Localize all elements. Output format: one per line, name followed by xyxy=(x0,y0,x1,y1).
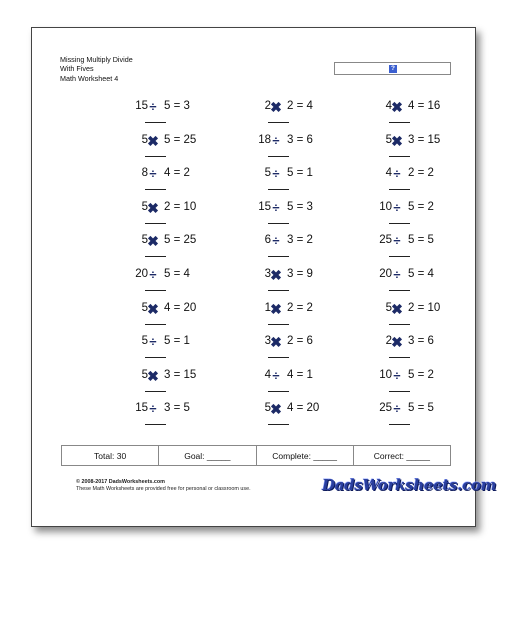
first-number: 4 xyxy=(264,368,271,381)
problem-item xyxy=(348,201,448,235)
multiply-icon: ✖ xyxy=(270,401,282,418)
problem-item xyxy=(348,100,448,134)
answer-blank[interactable] xyxy=(145,324,166,325)
problem-item xyxy=(104,167,204,201)
equation-rest: 4 = 1 xyxy=(287,368,313,381)
answer-blank[interactable] xyxy=(268,290,289,291)
problem-item xyxy=(104,402,204,436)
multiply-icon: ✖ xyxy=(270,300,282,317)
multiply-icon: ✖ xyxy=(391,334,403,351)
problem-item xyxy=(227,134,327,168)
problem-item xyxy=(104,134,204,168)
problem-item xyxy=(348,369,448,403)
first-number: 5 xyxy=(141,335,148,348)
divide-icon: ÷ xyxy=(149,267,157,282)
problem-item xyxy=(348,167,448,201)
equation-rest: 3 = 6 xyxy=(287,133,313,146)
answer-blank[interactable] xyxy=(389,424,410,425)
divide-icon: ÷ xyxy=(272,166,280,182)
first-number: 15 xyxy=(258,200,271,213)
multiply-icon: ✖ xyxy=(147,199,159,216)
first-number: 5 xyxy=(141,133,148,146)
equation-rest: 5 = 4 xyxy=(408,268,434,280)
equation-rest: 4 = 20 xyxy=(164,301,197,314)
multiply-icon: ✖ xyxy=(270,267,282,283)
answer-blank[interactable] xyxy=(145,290,166,291)
equation-rest: 2 = 10 xyxy=(164,200,197,213)
first-number: 20 xyxy=(379,268,392,280)
title-line-2: With Fives xyxy=(60,64,94,74)
problem-item xyxy=(227,369,327,403)
multiply-icon: ✖ xyxy=(147,233,159,250)
answer-blank[interactable] xyxy=(145,391,166,392)
equation-rest: 3 = 6 xyxy=(408,335,434,348)
first-number: 5 xyxy=(385,133,392,146)
problem-item xyxy=(348,335,448,369)
total-cell: Total: 30 xyxy=(62,446,159,465)
divide-icon: ÷ xyxy=(149,166,157,182)
dadsworksheets-logo: DadsWorksheets.com xyxy=(322,476,497,494)
equation-rest: 5 = 1 xyxy=(164,335,190,348)
divide-icon: ÷ xyxy=(393,199,401,215)
problem-item xyxy=(227,302,327,336)
worksheet-page xyxy=(31,27,497,527)
score-footer xyxy=(61,445,451,466)
first-number: 5 xyxy=(141,234,148,247)
equation-rest: 4 = 2 xyxy=(164,167,190,180)
equation-rest: 5 = 25 xyxy=(164,234,197,247)
divide-icon: ÷ xyxy=(393,367,401,383)
multiply-icon: ✖ xyxy=(147,300,159,317)
first-number: 15 xyxy=(135,402,148,415)
first-number: 10 xyxy=(379,200,392,213)
answer-blank[interactable] xyxy=(268,189,289,190)
problem-item xyxy=(227,402,327,436)
problem-item xyxy=(104,100,204,134)
first-number: 25 xyxy=(379,234,392,247)
first-number: 4 xyxy=(385,167,392,180)
name-box[interactable] xyxy=(334,62,451,75)
equation-rest: 5 = 5 xyxy=(408,402,434,415)
problem-item xyxy=(227,268,327,302)
first-number: 5 xyxy=(385,301,392,314)
problem-item xyxy=(227,100,327,134)
problem-item xyxy=(348,268,448,302)
divide-icon: ÷ xyxy=(393,401,401,417)
answer-blank[interactable] xyxy=(268,424,289,425)
answer-blank[interactable] xyxy=(389,290,410,291)
answer-blank[interactable] xyxy=(268,223,289,224)
equation-rest: 3 = 15 xyxy=(164,368,197,381)
title-line-3: Math Worksheet 4 xyxy=(60,73,119,83)
first-number: 5 xyxy=(141,301,148,314)
answer-blank[interactable] xyxy=(389,357,410,358)
multiply-icon: ✖ xyxy=(147,367,159,384)
equation-rest: 2 = 2 xyxy=(287,301,313,314)
title-line-1: Missing Multiply Divide xyxy=(60,55,133,64)
worksheet-title xyxy=(60,55,133,83)
problem-item xyxy=(348,134,448,168)
first-number: 5 xyxy=(264,167,271,180)
answer-blank[interactable] xyxy=(145,256,166,257)
equation-rest: 2 = 10 xyxy=(408,301,441,314)
problem-item xyxy=(104,268,204,302)
first-number: 2 xyxy=(385,335,392,348)
answer-blank[interactable] xyxy=(145,357,166,358)
answer-blank[interactable] xyxy=(145,189,166,190)
answer-blank[interactable] xyxy=(268,256,289,257)
answer-blank[interactable] xyxy=(145,156,166,157)
problem-item xyxy=(104,302,204,336)
answer-blank[interactable] xyxy=(268,324,289,325)
equation-rest: 5 = 4 xyxy=(164,268,190,280)
divide-icon: ÷ xyxy=(272,233,280,249)
divide-icon: ÷ xyxy=(272,199,280,215)
equation-rest: 3 = 15 xyxy=(408,133,441,146)
complete-cell: Complete: _____ xyxy=(257,446,354,465)
answer-blank[interactable] xyxy=(389,324,410,325)
problem-item xyxy=(227,335,327,369)
problem-item xyxy=(227,167,327,201)
first-number: 4 xyxy=(385,100,392,112)
correct-cell: Correct: _____ xyxy=(373,450,430,461)
problem-item xyxy=(348,302,448,336)
divide-icon: ÷ xyxy=(393,267,401,282)
problem-item xyxy=(348,234,448,268)
answer-blank[interactable] xyxy=(268,122,289,123)
first-number: 2 xyxy=(264,100,271,112)
first-number: 20 xyxy=(135,268,148,280)
problem-item xyxy=(227,201,327,235)
divide-icon: ÷ xyxy=(272,367,280,383)
multiply-icon: ✖ xyxy=(270,334,282,351)
equation-rest: 3 = 5 xyxy=(164,402,190,415)
answer-blank[interactable] xyxy=(389,223,410,224)
multiply-icon: ✖ xyxy=(391,300,403,317)
problem-item xyxy=(104,335,204,369)
equation-rest: 5 = 2 xyxy=(408,200,434,213)
divide-icon: ÷ xyxy=(393,233,401,249)
problem-item xyxy=(104,369,204,403)
first-number: 3 xyxy=(264,335,271,348)
equation-rest: 5 = 25 xyxy=(164,133,197,146)
first-number: 15 xyxy=(135,100,148,112)
first-number: 6 xyxy=(264,234,271,247)
first-number: 5 xyxy=(141,368,148,381)
goal-cell: Goal: _____ xyxy=(159,446,256,465)
equation-rest: 5 = 3 xyxy=(287,200,313,213)
first-number: 25 xyxy=(379,402,392,415)
copyright-line-1: © 2008-2017 DadsWorksheets.com xyxy=(76,479,165,485)
copyright-line-2: These Math Worksheets are provided free for personal or classroom use. xyxy=(76,486,251,492)
equation-rest: 4 = 16 xyxy=(408,100,441,112)
first-number: 1 xyxy=(264,301,271,314)
first-number: 5 xyxy=(141,200,148,213)
question-mark-icon: ? xyxy=(389,65,397,73)
answer-blank[interactable] xyxy=(389,122,410,123)
answer-blank[interactable] xyxy=(268,357,289,358)
answer-blank[interactable] xyxy=(145,223,166,224)
answer-blank[interactable] xyxy=(268,391,289,392)
answer-blank[interactable] xyxy=(389,391,410,392)
multiply-icon: ✖ xyxy=(147,132,159,149)
equation-rest: 3 = 2 xyxy=(287,234,313,247)
problem-item xyxy=(104,201,204,235)
answer-blank[interactable] xyxy=(389,189,410,190)
first-number: 18 xyxy=(258,133,271,146)
answer-blank[interactable] xyxy=(145,122,166,123)
equation-rest: 5 = 5 xyxy=(408,234,434,247)
equation-rest: 5 = 1 xyxy=(287,167,313,180)
problem-item xyxy=(227,234,327,268)
multiply-icon: ✖ xyxy=(270,99,282,115)
problem-item xyxy=(104,234,204,268)
equation-rest: 5 = 2 xyxy=(408,368,434,381)
answer-blank[interactable] xyxy=(268,156,289,157)
multiply-icon: ✖ xyxy=(391,132,403,149)
equation-rest: 2 = 4 xyxy=(287,100,313,112)
divide-icon: ÷ xyxy=(149,401,157,417)
divide-icon: ÷ xyxy=(272,132,280,148)
copyright-notice xyxy=(76,479,251,493)
equation-rest: 4 = 20 xyxy=(287,402,320,415)
divide-icon: ÷ xyxy=(393,166,401,182)
problem-item xyxy=(348,402,448,436)
equation-rest: 2 = 2 xyxy=(408,167,434,180)
equation-rest: 5 = 3 xyxy=(164,100,190,112)
equation-rest: 3 = 9 xyxy=(287,268,313,280)
multiply-icon: ✖ xyxy=(391,99,403,115)
first-number: 3 xyxy=(264,268,271,280)
first-number: 10 xyxy=(379,368,392,381)
divide-icon: ÷ xyxy=(149,99,157,114)
answer-blank[interactable] xyxy=(389,156,410,157)
answer-blank[interactable] xyxy=(145,424,166,425)
answer-blank[interactable] xyxy=(389,256,410,257)
first-number: 8 xyxy=(141,167,148,180)
divide-icon: ÷ xyxy=(149,334,157,350)
equation-rest: 2 = 6 xyxy=(287,335,313,348)
first-number: 5 xyxy=(264,402,271,415)
